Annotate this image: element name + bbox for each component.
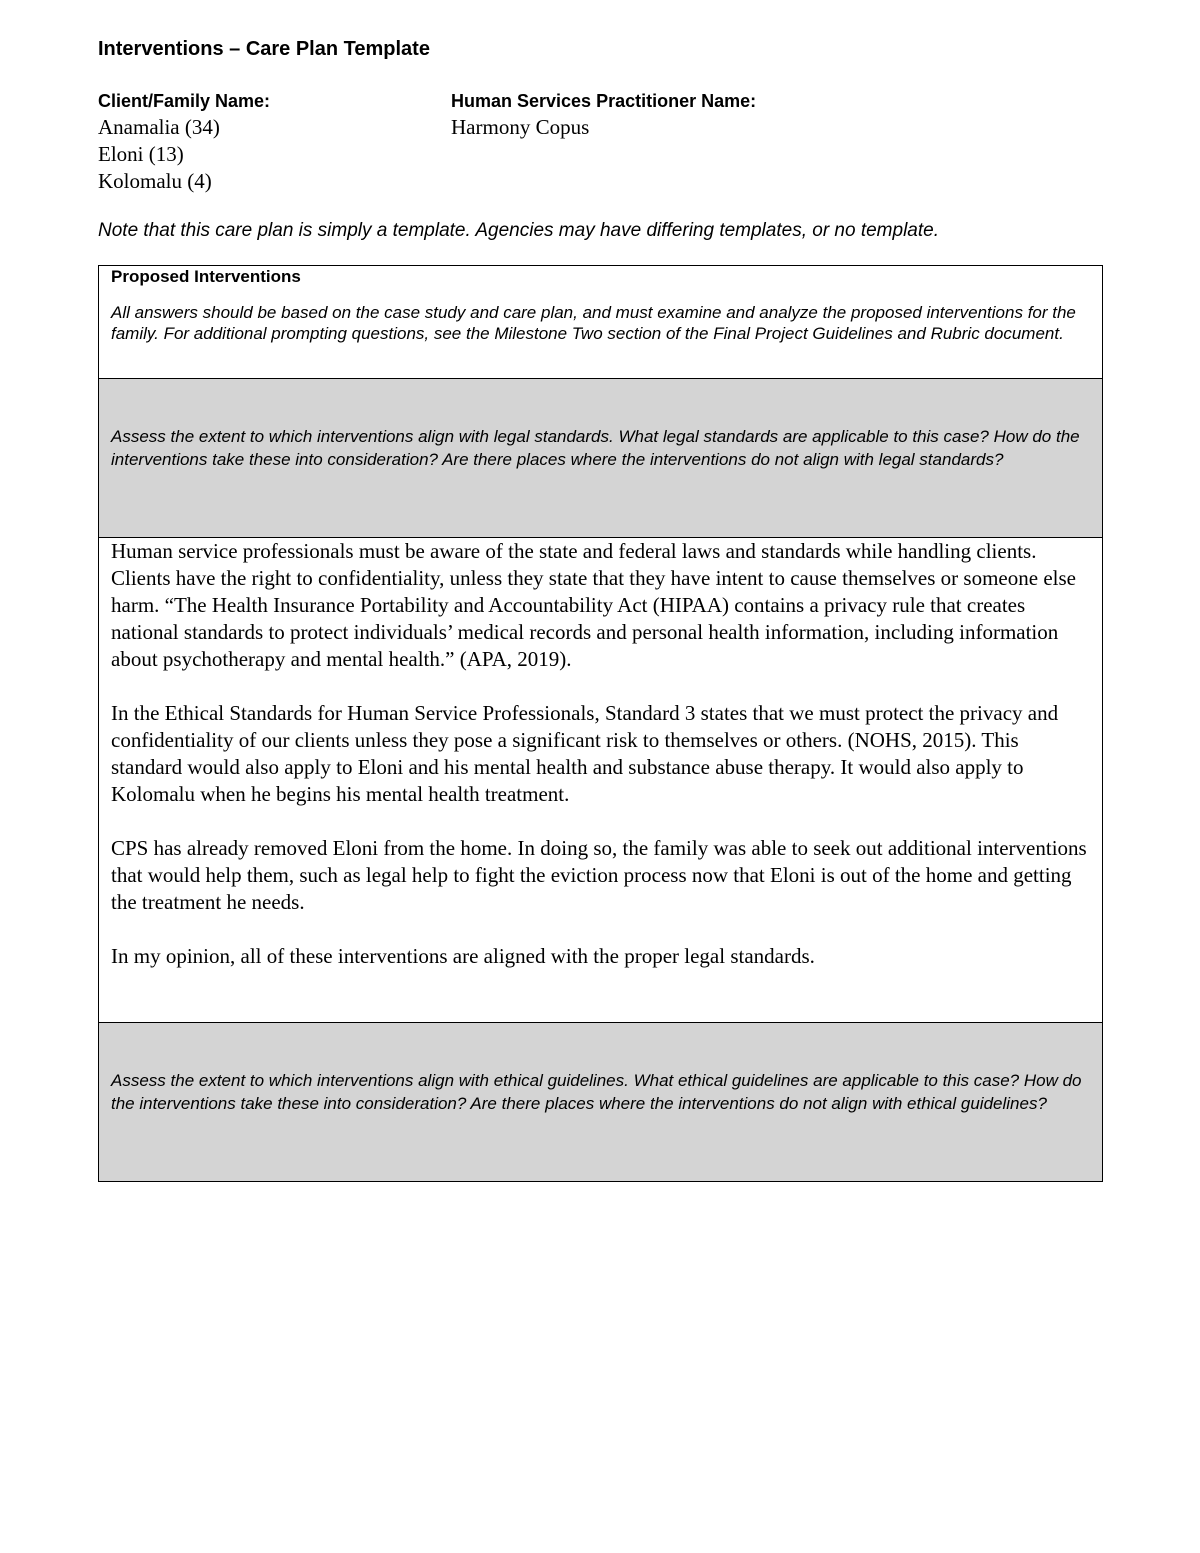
interventions-table	[98, 265, 1103, 1182]
client-column	[98, 88, 451, 195]
legal-prompt-row	[99, 379, 1103, 538]
ethical-prompt-cell	[99, 1023, 1103, 1182]
practitioner-column	[451, 88, 1103, 195]
template-note: Note that this care plan is simply a template. Agencies may have differing templates, or no template.	[98, 220, 939, 241]
client-name: Anamalia (34)	[98, 115, 220, 139]
document-title: Interventions – Care Plan Template	[98, 38, 430, 60]
client-name: Kolomalu (4)	[98, 169, 212, 193]
legal-answer-cell[interactable]	[99, 538, 1103, 1023]
section-intro: All answers should be based on the case study and care plan, and must examine and analyze the proposed interventions for the family. For additional prompting questions, see the Milestone Two section of the Final Project Guidelines and Rubric document.	[111, 303, 1076, 343]
practitioner-name: Harmony Copus	[451, 115, 590, 139]
answer-paragraph: In the Ethical Standards for Human Service Professionals, Standard 3 states that we must protect the privacy and confidentiality of our clients unless they pose a significant risk to themselves or others. (NOHS, 2015). This standard would also apply to Eloni and his mental health and substance abuse therapy. It would also apply to Kolomalu when he begins his mental health treatment.	[111, 701, 1059, 806]
document-page	[98, 36, 1103, 1182]
legal-prompt-cell	[99, 379, 1103, 538]
answer-paragraph: CPS has already removed Eloni from the home. In doing so, the family was able to seek out additional interventions that would help them, such as legal help to fight the eviction process now that Eloni is out of the home and getting the treatment he needs.	[111, 836, 1087, 914]
table-header-row	[99, 266, 1103, 379]
answer-paragraph: Human service professionals must be aware of the state and federal laws and standards while handling clients. Clients have the right to confidentiality, unless they state that they have intent to cause themselves or someone else harm. “The Health Insurance Portability and Accountability Act (HIPAA) contains a privacy rule that creates national standards to protect individuals’ medical records and personal health information, including information about psychotherapy and mental health.” (APA, 2019).	[111, 539, 1076, 671]
table-header-cell	[99, 266, 1103, 379]
client-label: Client/Family Name:	[98, 91, 271, 111]
legal-prompt-text: Assess the extent to which interventions align with legal standards. What legal standards are applicable to this case? How do the interventions take these into consideration? Are there places where the interventions do not align with legal standards?	[111, 427, 1080, 469]
client-name: Eloni (13)	[98, 142, 184, 166]
practitioner-label: Human Services Practitioner Name:	[451, 91, 757, 111]
legal-answer-row	[99, 538, 1103, 1023]
ethical-prompt-text: Assess the extent to which interventions align with ethical guidelines. What ethical guidelines are applicable to this case? How do the interventions take these into consideration? Are there places where the interventions do not align with ethical guidelines?	[111, 1071, 1082, 1113]
ethical-prompt-row	[99, 1023, 1103, 1182]
section-title: Proposed Interventions	[111, 267, 301, 286]
answer-paragraph: In my opinion, all of these interventions are aligned with the proper legal standards.	[111, 944, 815, 968]
names-block	[98, 88, 1103, 195]
